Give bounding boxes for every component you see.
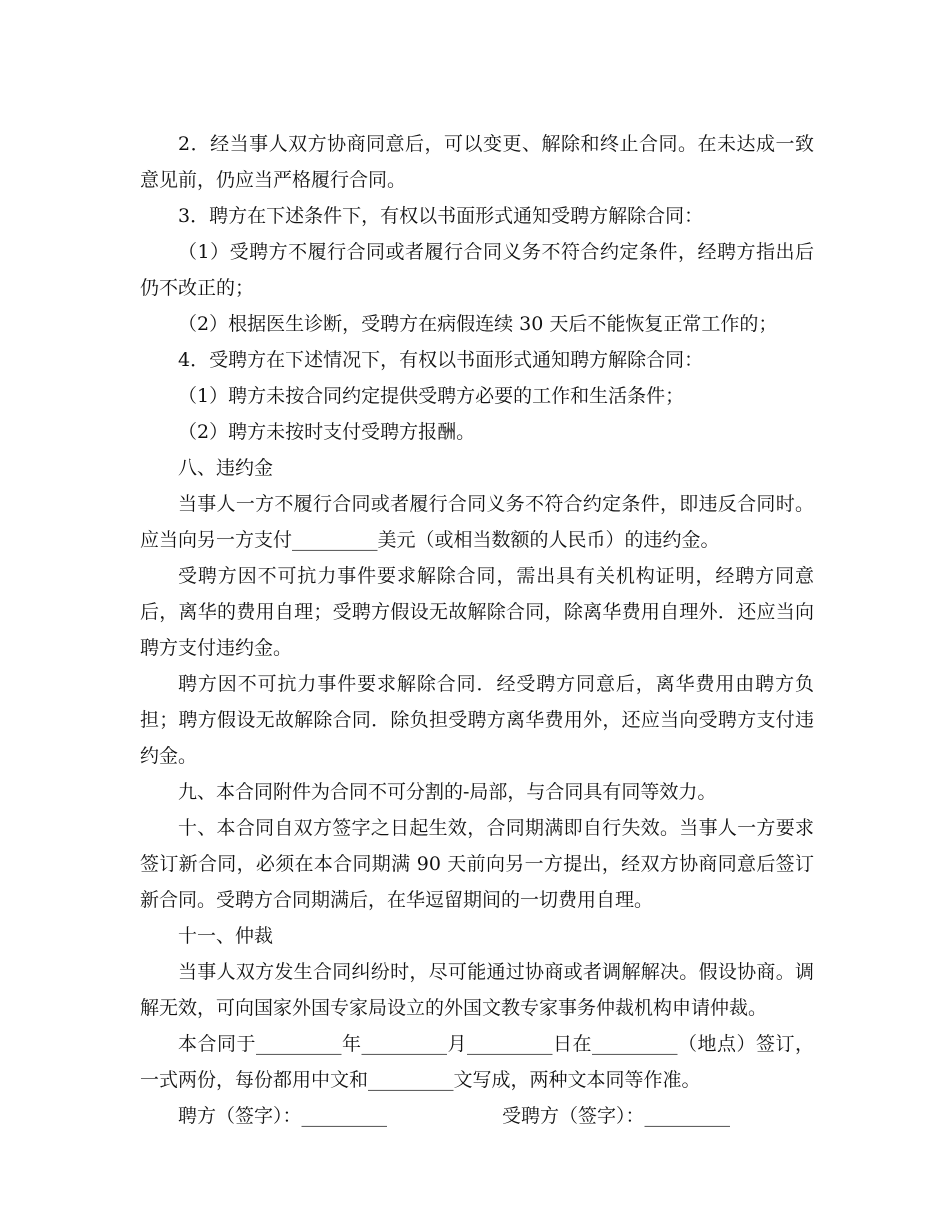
section-8-penalty-paragraph-3: 聘方因不可抗力事件要求解除合同．经受聘方同意后，离华费用由聘方负担；聘方假设无故解除合同．除负担受聘方离华费用外，还应当向受聘方支付违约金。 bbox=[140, 673, 814, 767]
clause-3-item-2: （2）根据医生诊断，受聘方在病假连续 30 天后不能恢复正常工作的； bbox=[178, 313, 778, 335]
clause-3-employer-termination-rights: 3．聘方在下述条件下，有权以书面形式通知受聘方解除合同： bbox=[178, 205, 704, 227]
employer-signature-line: 聘方（签字）：_________ bbox=[178, 1105, 388, 1127]
clause-4-item-1: （1）聘方未按合同约定提供受聘方必要的工作和生活条件； bbox=[178, 385, 685, 407]
section-8-heading: 八、违约金 bbox=[178, 457, 274, 479]
section-10-effective-date: 十、本合同自双方签字之日起生效，合同期满即自行失效。当事人一方要求签订新合同，必须在本合同期满 90 天前向另一方提出，经双方协商同意后签订新合同。受聘方合同期满后，在华逗留期间的一切费用自理。 bbox=[140, 817, 814, 911]
section-11-arbitration-text: 当事人双方发生合同纠纷时，尽可能通过协商或者调解解决。假设协商。调解无效，可向国家外国专家局设立的外国文教专家事务仲裁机构申请仲裁。 bbox=[140, 961, 814, 1019]
section-11-heading: 十一、仲裁 bbox=[178, 925, 274, 947]
section-8-penalty-paragraph-1: 当事人一方不履行合同或者履行合同义务不符合约定条件，即违反合同时。应当向另一方支付_________美元（或相当数额的人民币）的违约金。 bbox=[140, 493, 814, 551]
clause-4-item-2: （2）聘方未按时支付受聘方报酬。 bbox=[178, 421, 476, 443]
section-9-attachments: 九、本合同附件为合同不可分割的-局部，与合同具有同等效力。 bbox=[178, 781, 717, 803]
clause-3-item-1: （1）受聘方不履行合同或者履行合同义务不符合约定条件，经聘方指出后仍不改正的； bbox=[140, 241, 814, 299]
clause-2-termination-by-agreement: 2．经当事人双方协商同意后，可以变更、解除和终止合同。在未达成一致意见前，仍应当严格履行合同。 bbox=[140, 133, 814, 191]
document-body bbox=[140, 126, 814, 1134]
signature-row bbox=[140, 1098, 814, 1134]
employee-signature-line: 受聘方（签字）：_________ bbox=[502, 1105, 731, 1127]
signing-date-place-paragraph: 本合同于_________年_________月_________日在_________（地点）签订，一式两份，每份都用中文和_________文写成，两种文本同等作准。 bbox=[140, 1033, 814, 1091]
section-8-penalty-paragraph-2: 受聘方因不可抗力事件要求解除合同，需出具有关机构证明，经聘方同意后，离华的费用自理；受聘方假设无故解除合同，除离华费用自理外．还应当向聘方支付违约金。 bbox=[140, 565, 814, 659]
clause-4-employee-termination-rights: 4．受聘方在下述情况下，有权以书面形式通知聘方解除合同： bbox=[178, 349, 704, 371]
